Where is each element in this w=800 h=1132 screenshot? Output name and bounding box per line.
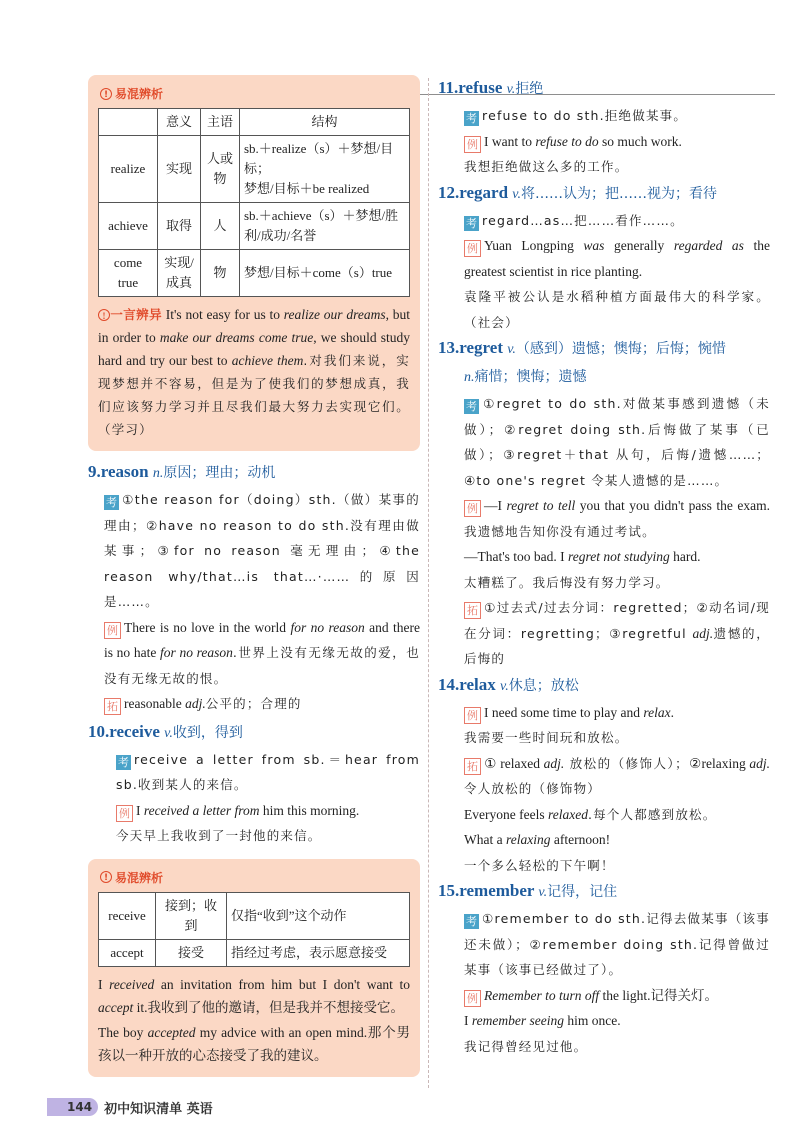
text: him once. <box>563 1013 621 1028</box>
entry-remember <box>438 878 770 1059</box>
comparison-table <box>98 892 410 967</box>
text-cn: .对我们来说，实现梦想并不容易，但是为了使我们的梦想成真，我们应该努力学习并且尽我们最大努力去实现它们。（学习） <box>98 353 411 437</box>
entry-head <box>438 180 770 208</box>
text: so much work. <box>598 133 682 149</box>
entry-head <box>88 459 420 487</box>
entry-meaning: 休息；放松 <box>508 677 579 694</box>
page-number: 144 <box>47 1098 98 1116</box>
text: The boy <box>98 1024 148 1040</box>
entry-pos: v. <box>507 342 516 357</box>
text: and there is no hate <box>104 619 420 660</box>
text-italic: was <box>583 238 605 253</box>
text-italic: regarded as <box>673 238 744 253</box>
text-italic: realize our dreams <box>283 307 386 322</box>
text-cn: 令人放松的（修饰物） <box>464 781 602 796</box>
text: the greatest scientist in rice planting. <box>464 238 770 279</box>
text-italic: adj. <box>185 696 206 711</box>
text-italic: received a letter from <box>143 802 260 818</box>
entry-head <box>438 335 770 391</box>
text-italic: adj. <box>692 625 714 641</box>
li-tag-icon: 例 <box>464 990 481 1007</box>
entry-refuse <box>438 75 770 180</box>
text: I want to <box>484 133 536 149</box>
li-paragraph <box>464 700 770 751</box>
text-cn: 太糟糕了。我后悔没有努力学习。 <box>464 574 670 590</box>
li-paragraph <box>464 493 770 595</box>
comparison-table <box>98 108 410 297</box>
text: ①regret to do sth.对做某事感到遗憾（未做）；②regret doing sth.后悔做了某事（已做）；③regret＋that 从句，后悔/遗憾……；④to one's regret 令某人遗憾的是……。 <box>464 396 770 488</box>
kao-tag-icon: 考 <box>466 112 477 125</box>
box-title-text: 易混辨析 <box>115 87 164 101</box>
text-cn: .世界上没有无缘无故的爱，也没有无缘无故的恨。 <box>104 645 420 686</box>
table-row <box>99 250 410 297</box>
entry-pos: n. <box>152 466 164 481</box>
text: him this morning. <box>259 802 360 818</box>
table-cell: 实现/成真 <box>158 250 201 297</box>
entry-head <box>438 878 770 906</box>
table-cell: come true <box>99 250 158 297</box>
table-header-cell <box>99 109 158 136</box>
entry-meaning: （感到）遗憾；懊悔；后悔；惋惜 <box>515 341 726 357</box>
exclamation-icon: ! <box>100 871 112 883</box>
text: There is no love in the world <box>124 619 291 635</box>
text-italic: regret not studying <box>568 549 670 564</box>
box-title <box>100 869 410 886</box>
entry-word: 10.receive <box>88 721 160 741</box>
text: ① relaxed <box>484 755 544 771</box>
li-tag-icon: 例 <box>104 622 121 639</box>
text: reasonable <box>124 696 186 711</box>
table-cell: 人或物 <box>201 136 240 203</box>
text-italic: accept <box>98 999 134 1015</box>
table-header-cell: 意义 <box>158 109 201 136</box>
entry-receive <box>88 719 420 849</box>
kao-tag-icon: 考 <box>106 496 117 509</box>
table-cell: receive <box>99 892 156 939</box>
left-column <box>88 75 420 1077</box>
kao-paragraph <box>104 487 420 615</box>
tuo-paragraph <box>104 691 420 717</box>
table-cell: 人 <box>201 203 240 250</box>
text-italic: accepted <box>147 1024 196 1040</box>
entry-pos: n. <box>464 370 475 385</box>
table-cell: 实现 <box>158 136 201 203</box>
text-italic: refuse to do <box>535 133 599 149</box>
table-cell: 指经过考虑，表示愿意接受 <box>227 939 410 966</box>
entry-pos: v. <box>506 82 516 97</box>
kao-tag-icon: 考 <box>466 915 477 928</box>
table-row <box>99 136 410 203</box>
table-cell: sb.＋achieve（s）＋梦想/胜利/成功/名誉 <box>240 203 410 250</box>
text-italic: received <box>109 976 155 992</box>
column-divider <box>428 78 429 1088</box>
text-italic: adj. <box>749 755 770 771</box>
text: the light.记得关灯。 <box>599 987 718 1003</box>
text: ①remember to do sth.记得去做某事（该事还未做）；②remember doing sth.记得曾做过某事（该事已经做过了）。 <box>464 911 770 977</box>
table-cell: 梦想/目标＋come（s）true <box>240 250 410 297</box>
entry-word: 12.regard <box>438 182 509 202</box>
text: , we should study hard and try our best to <box>98 330 410 368</box>
text-cn: 我需要一些时间玩和放松。 <box>464 730 629 745</box>
tuo-tag-icon: 拓 <box>104 698 121 715</box>
entry-meaning: 原因；理由；动机 <box>163 465 276 481</box>
entry-pos: v. <box>164 725 173 741</box>
entry-meaning: 拒绝 <box>515 81 544 97</box>
table-cell: 仅指“收到”这个动作 <box>227 892 410 939</box>
li-tag-icon: 例 <box>464 136 481 153</box>
li-paragraph <box>116 798 420 849</box>
table-cell: achieve <box>99 203 158 250</box>
text-italic: achieve them <box>231 353 304 368</box>
text-cn: 袁隆平被公认是水稻种植方面最伟大的科学家。（社会） <box>464 289 770 330</box>
book-title: 初中知识清单 英语 <box>104 1101 213 1117</box>
text: regard…as…把……看作……。 <box>482 212 684 228</box>
text: I need some time to play and <box>484 704 644 720</box>
entry-word: 11.refuse <box>438 78 503 97</box>
text: I <box>98 976 110 992</box>
box-title-text: 易混辨析 <box>115 870 164 885</box>
text: What a <box>464 832 506 847</box>
table-cell: 接受 <box>156 939 227 966</box>
right-column <box>438 75 770 1059</box>
text-italic: make our dreams come true <box>159 330 314 345</box>
text-italic: relaxed <box>547 806 588 822</box>
text-cn: 遗憾的，后悔的 <box>464 625 770 666</box>
yiyan-paragraph <box>98 303 410 441</box>
tuo-paragraph <box>464 751 770 879</box>
text-cn: 今天早上我收到了一封他的来信。 <box>116 828 322 843</box>
text: it.我收到了他的邀请，但是我并不想接受它。 <box>133 999 404 1015</box>
text: I <box>464 1013 472 1028</box>
text: —That's too bad. I <box>464 549 569 564</box>
entry-meaning: 将……认为；把……视为；看待 <box>520 185 717 202</box>
text: my advice with an open mind.那个男孩以一种开放的心态接受了我的建议。 <box>98 1024 410 1063</box>
kao-tag-icon: 考 <box>466 400 477 413</box>
text-italic: adj. <box>543 755 565 771</box>
text-cn: 我记得曾经见过他。 <box>464 1038 588 1054</box>
entry-pos: v. <box>512 186 521 202</box>
table-row <box>99 892 410 939</box>
li-tag-icon: 例 <box>116 805 133 822</box>
text: receive a letter from sb.＝hear from sb.收到某人的来信。 <box>116 751 420 792</box>
entry-relax <box>438 672 770 879</box>
kao-paragraph <box>464 391 770 493</box>
entry-word: 14.relax <box>438 674 496 694</box>
entry-reason <box>88 459 420 717</box>
text-italic: relaxing <box>505 832 551 847</box>
li-tag-icon: 例 <box>464 500 481 517</box>
text: ②relaxing <box>688 755 750 771</box>
text: afternoon! <box>550 832 611 847</box>
entry-meaning: 记得，记住 <box>547 884 618 900</box>
text-italic: relax <box>643 704 671 720</box>
entry-meaning: 收到，得到 <box>172 724 243 741</box>
text: ①过去式/过去分词：regretted；②动名词/现在分词：regretting；③regretful <box>464 600 770 641</box>
entry-head <box>438 75 770 103</box>
kao-paragraph <box>464 906 770 983</box>
tuo-tag-icon: 拓 <box>464 758 481 775</box>
text: generally <box>604 238 674 253</box>
kao-paragraph <box>464 103 770 129</box>
text: It's not easy for us to <box>161 307 284 322</box>
entry-regret <box>438 335 770 672</box>
table-row <box>99 203 410 250</box>
table-header-row <box>99 109 410 136</box>
li-paragraph <box>104 615 420 692</box>
yiyan-label: 一言辨异 <box>110 307 162 322</box>
table-cell: 物 <box>201 250 240 297</box>
example-paragraph <box>98 973 410 1019</box>
text-cn: 我遗憾地告知你没有通过考试。 <box>464 523 656 539</box>
kao-tag-icon: 考 <box>118 755 129 769</box>
kao-tag-icon: 考 <box>466 216 477 230</box>
text: an invitation from him but I don't want to <box>154 976 410 992</box>
table-header-cell: 主语 <box>201 109 240 136</box>
text: hard. <box>669 549 701 564</box>
text: refuse to do sth.拒绝做某事。 <box>482 108 688 123</box>
li-paragraph <box>464 129 770 180</box>
entry-pos: v. <box>538 885 548 900</box>
li-tag-icon: 例 <box>464 707 481 724</box>
entry-word: 9.reason <box>88 462 149 481</box>
text-cn: 一个多么轻松的下午啊！ <box>464 857 615 873</box>
confusion-box-receive <box>88 859 420 1077</box>
text-cn: 公平的；合理的 <box>205 696 302 711</box>
entry-head <box>438 672 770 700</box>
table-cell: 接到；收到 <box>156 892 227 939</box>
text-italic: for no reason <box>160 645 233 660</box>
entry-head <box>88 719 420 747</box>
entry-word: 15.remember <box>438 881 535 900</box>
page-footer <box>47 1096 213 1118</box>
li-paragraph <box>464 233 770 335</box>
kao-paragraph <box>464 208 770 234</box>
text: Yuan Longping <box>484 238 584 253</box>
exclamation-icon: ! <box>100 88 112 100</box>
tuo-tag-icon: 拓 <box>464 602 481 619</box>
table-row <box>99 939 410 966</box>
tuo-paragraph <box>464 595 770 672</box>
kao-paragraph <box>116 747 420 798</box>
text: Everyone feels <box>464 806 548 822</box>
box-title <box>100 85 410 102</box>
text-cn: .每个人都感到放松。 <box>587 806 717 822</box>
text: ①the reason for（doing）sth.（做）某事的理由；②have no reason to do sth.没有理由做某事；③for no reason 毫无理由；④the reason why/that…is that…·……的原因是……。 <box>104 492 420 609</box>
text: I <box>136 802 144 818</box>
exclamation-icon: ! <box>98 309 110 321</box>
li-tag-icon: 例 <box>464 240 481 257</box>
text-italic: Remember to turn off <box>484 987 600 1003</box>
text: . <box>670 704 674 720</box>
table-header-cell: 结构 <box>240 109 410 136</box>
text: , but in order to <box>98 307 410 345</box>
text: —I <box>484 498 507 513</box>
example-paragraph <box>98 1021 410 1067</box>
text: you that you didn't pass the exam. <box>575 498 770 513</box>
table-cell: accept <box>99 939 156 966</box>
entry-meaning: 痛惜；懊悔；遗憾 <box>474 369 587 385</box>
table-cell: realize <box>99 136 158 203</box>
table-cell: 取得 <box>158 203 201 250</box>
entry-word: 13.regret <box>438 338 503 357</box>
table-cell: sb.＋realize（s）＋梦想/目标； 梦想/目标＋be realized <box>240 136 410 203</box>
entry-regard <box>438 180 770 336</box>
li-paragraph <box>464 983 770 1060</box>
entry-pos: v. <box>500 678 509 694</box>
text-italic: remember seeing <box>471 1013 564 1028</box>
text-italic: regret to tell <box>506 498 576 513</box>
text-cn: 放松的（修饰人）； <box>564 755 689 771</box>
confusion-box-realize <box>88 75 420 451</box>
text-italic: for no reason <box>290 619 365 635</box>
text-cn: 我想拒绝做这么多的工作。 <box>464 159 629 174</box>
